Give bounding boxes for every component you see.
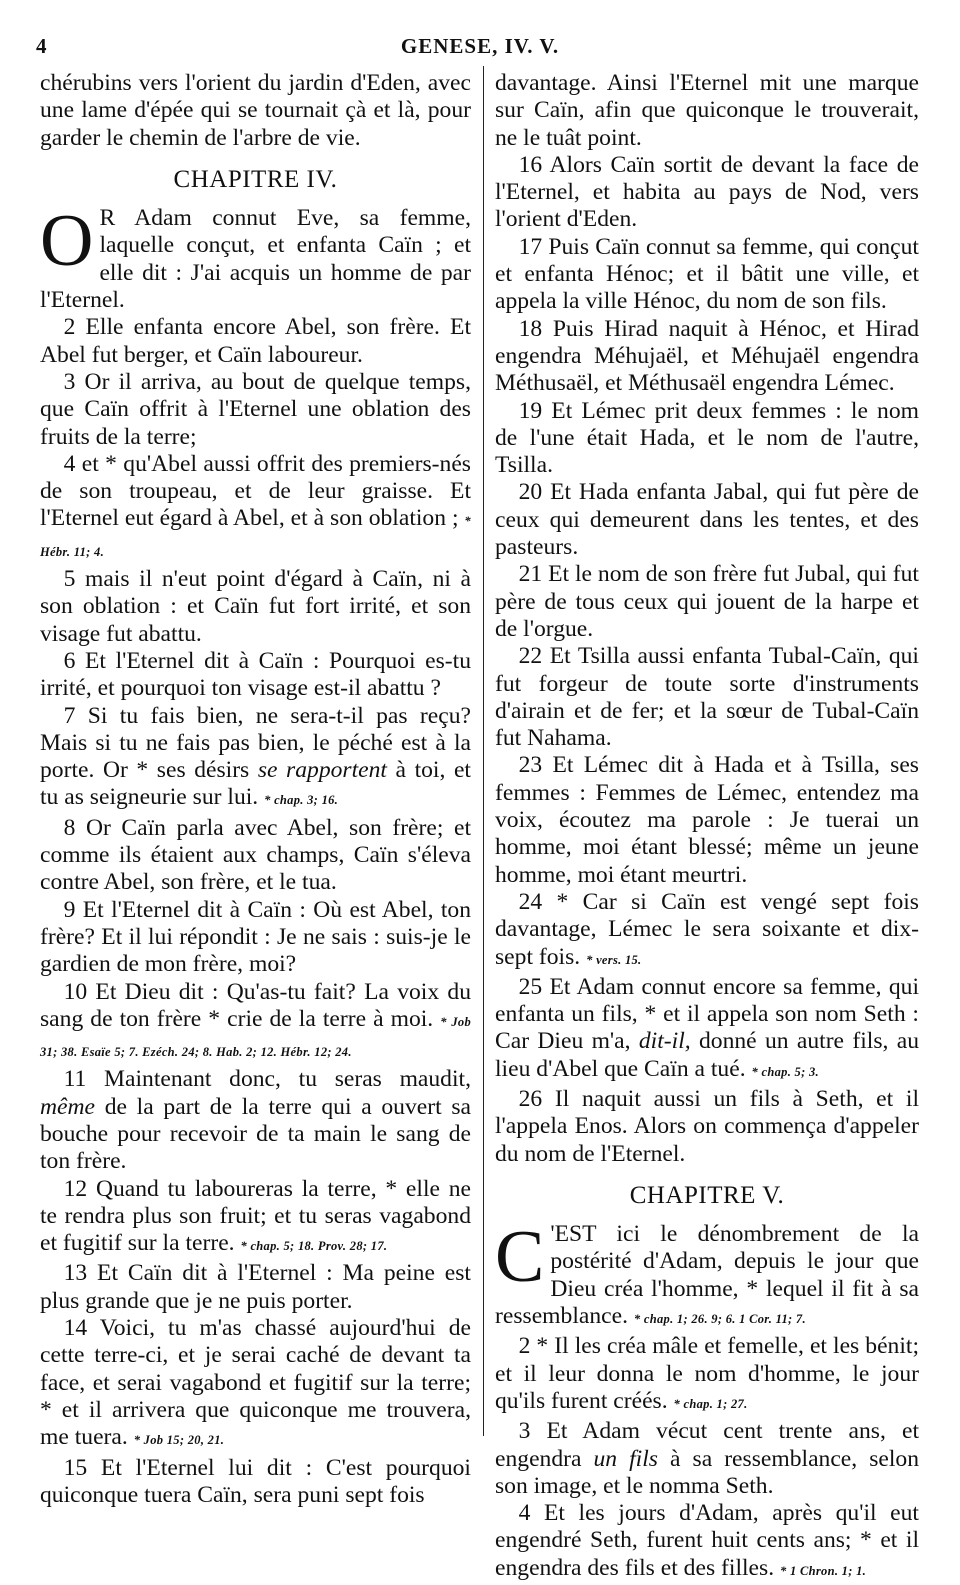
verse-body: 11 Maintenant donc, tu seras maudit, [63,1066,471,1093]
verse-body: 14 Voici, tu m'as chassé aujourd'hui de cette terre-ci, et je serai caché de devant ta face, et serai vagabond et fugitif sur la terre; * et il arrivera que quiconque me trouvera, me tuera. [40,1315,471,1451]
verse-text: 2 Elle enfanta encore Abel, son frère. Et Abel fut berger, et Caïn laboureur. [40,314,471,368]
verse-text: 13 Et Caïn dit à l'Eternel : Ma peine est plus grande que je ne puis porter. [40,1260,471,1314]
column-rule [483,66,484,1436]
verse-text: 6 Et l'Eternel dit à Caïn : Pourquoi es-tu irrité, et pourquoi ton visage est-il abattu ? [40,647,471,702]
verse-text [40,1066,471,1175]
verse-text [40,451,471,566]
footnote-ref: * Hébr. 11; 4. [40,514,471,559]
verse-text [495,889,919,974]
verse-text [40,1315,471,1454]
verse-body: 7 Si tu fais bien, ne sera-t-il pas reçu? Mais si tu ne fais pas bien, le péché est à la porte. Or * ses désirs [40,702,471,784]
footnote-ref: * chap. 1; 26. 9; 6. 1 Cor. 11; 7. [633,1312,806,1327]
verse-text: 17 Puis Caïn connut sa femme, qui conçut et enfanta Hénoc; et il bâtit une ville, et appela la ville Hénoc, du nom de son fils. [495,233,919,315]
verse-body: 25 Et Adam connut encore sa femme, qui enfanta un fils, * et il appela son nom Seth : Car Dieu m'a, [495,973,919,1055]
verse-text: 3 Or il arriva, au bout de quelque temps, que Caïn offrit à l'Eternel une oblation des fruits de la terre; [40,368,471,450]
chapter-heading: CHAPITRE V. [629,1181,785,1209]
verse-text [495,1333,919,1418]
verse-text [40,979,471,1067]
running-title: GENESE, IV. V. [400,34,560,58]
verse-text: 16 Alors Caïn sortit de devant la face de l'Eternel, et habita au pays de Nod, vers l'orient d'Eden. [495,151,919,233]
verse-body: à sa ressemblance, selon son image, et le nomma Seth. [495,1445,920,1499]
verse-body: 2 * Il les créa mâle et femelle, et les bénit; et il leur donna le nom d'homme, le jour qu'ils furent créés. [495,1333,919,1414]
verse-text: 18 Puis Hirad naquit à Hénoc, et Hirad engendra Méhujaël, et Méhujaël engendra Méthusaël, et Méthusaël engendra Lémec. [495,315,919,397]
verse-body: 3 Et Adam vécut cent trente ans, et engendra [495,1418,919,1472]
verse-body: 10 Et Dieu dit : Qu'as-tu fait? La voix du sang de ton frère * crie de la terre à moi. [40,978,471,1032]
verse-text: 22 Et Tsilla aussi enfanta Tubal-Caïn, qui fut forgeur de toute sorte d'instruments d'airain et de fer; et la sœur de Tubal-Caïn fut Nahama. [495,643,919,752]
verse-text [495,1500,919,1585]
left-column [40,70,471,1509]
verse-text: 5 mais il n'eut point d'égard à Caïn, ni à son oblation : et Caïn fut fort irrité, et son visage fut abattu. [40,566,471,647]
verse-text: 19 Et Lémec prit deux femmes : le nom de l'une était Hada, et le nom de l'autre, Tsilla. [495,397,919,479]
verse-body: donné un autre fils, au lieu d'Abel que Caïn a tué. [495,1028,919,1082]
verse-text [495,1418,919,1500]
verse-body: R Adam connut Eve, sa femme, laquelle conçut, et enfanta Caïn ; et elle dit : J'ai acquis un homme de par l'Eternel. [40,205,471,314]
verse-text: 21 Et le nom de son frère fut Jubal, qui fut père de tous ceux qui jouent de la harpe et de l'orgue. [495,561,919,642]
verse-text: 8 Or Caïn parla avec Abel, son frère; et comme ils étaient aux champs, Caïn s'éleva contre Abel, son frère, et le tua. [40,814,471,896]
footnote-ref: * chap. 1; 27. [673,1396,748,1411]
verse-text: 26 Il naquit aussi un fils à Seth, et il l'appela Enos. Alors on commença d'appeler du nom de l'Eternel. [495,1085,919,1167]
verse-text [40,1176,471,1261]
verse-body: 4 Et les jours d'Adam, après qu'il eut engendré Seth, furent huit cents ans; * et il engendra des fils et des filles. [495,1500,919,1581]
italic-text: dit-il, [638,1028,691,1055]
footnote-ref: * chap. 5; 18. Prov. 28; 17. [240,1239,388,1254]
verse-text: 15 Et l'Eternel lui dit : C'est pourquoi quiconque tuera Caïn, sera puni sept fois [40,1454,471,1508]
italic-text: se rapportent [257,757,387,784]
verse-text [40,200,471,314]
footnote-ref: * chap. 5; 3. [751,1064,819,1079]
verse-text: 9 Et l'Eternel dit à Caïn : Où est Abel, ton frère? Et il lui répondit : Je ne sais : suis-je le gardien de mon frère, moi? [40,896,471,978]
footnote-ref: * 1 Chron. 1; 1. [780,1563,867,1578]
footnote-ref: * Job 31; 38. Esaïe 5; 7. Ezéch. 24; 8. Hab. 2; 12. Hébr. 12; 24. [40,1014,471,1060]
italic-text: un fils [593,1445,658,1472]
page-header [36,34,924,60]
verse-text: davantage. Ainsi l'Eternel mit une marque sur Caïn, afin que quiconque le trouverait, ne le tuât point. [495,70,919,151]
verse-text: chérubins vers l'orient du jardin d'Eden, avec une lame d'épée qui se tournait çà et là, pour garder le chemin de l'arbre de vie. [40,70,471,151]
verse-text [495,974,919,1086]
chapter-heading: CHAPITRE IV. [173,165,338,193]
verse-body: à toi, et tu as seigneurie sur lui. [40,757,471,811]
footnote-ref: * Job 15; 20, 21. [133,1433,225,1448]
italic-text: même [40,1093,96,1120]
footnote-ref: * vers. 15. [586,952,642,967]
verse-text [40,703,471,815]
verse-body: 4 et * qu'Abel aussi offrit des premiers-nés de son troupeau, et de leur graisse. Et l'Eternel eut égard à Abel, et à son oblation ; [40,450,471,532]
drop-cap: C [495,1216,545,1299]
verse-text: 23 Et Lémec dit à Hada et à Tsilla, ses femmes : Femmes de Lémec, entendez ma voix, écoutez ma parole : Je tuerai un homme, moi étant blessé; même un jeune homme, moi étant meurtri. [495,752,919,888]
verse-text: 20 Et Hada enfanta Jabal, qui fut père de ceux qui demeurent dans les tentes, et des pasteurs. [495,479,919,561]
page-number: 4 [36,34,48,58]
verse-text [495,1216,919,1333]
verse-body: 12 Quand tu laboureras la terre, * elle ne te rendra plus son fruit; et tu seras vagabond et fugitif sur la terre. [40,1175,471,1257]
right-column [495,70,919,1585]
drop-cap: O [40,200,94,283]
verse-body: 24 * Car si Caïn est vengé sept fois davantage, Lémec le sera soixante et dix-sept fois. [495,888,919,970]
footnote-ref: * chap. 3; 16. [264,793,339,808]
verse-body: 'EST ici le dénombrement de la postérité d'Adam, depuis le jour que Dieu créa l'homme, * lequel il fit à sa ressemblance. [495,1221,919,1330]
verse-body: de la part de la terre qui a ouvert sa bouche pour recevoir de ta main le sang de ton frère. [40,1093,471,1175]
